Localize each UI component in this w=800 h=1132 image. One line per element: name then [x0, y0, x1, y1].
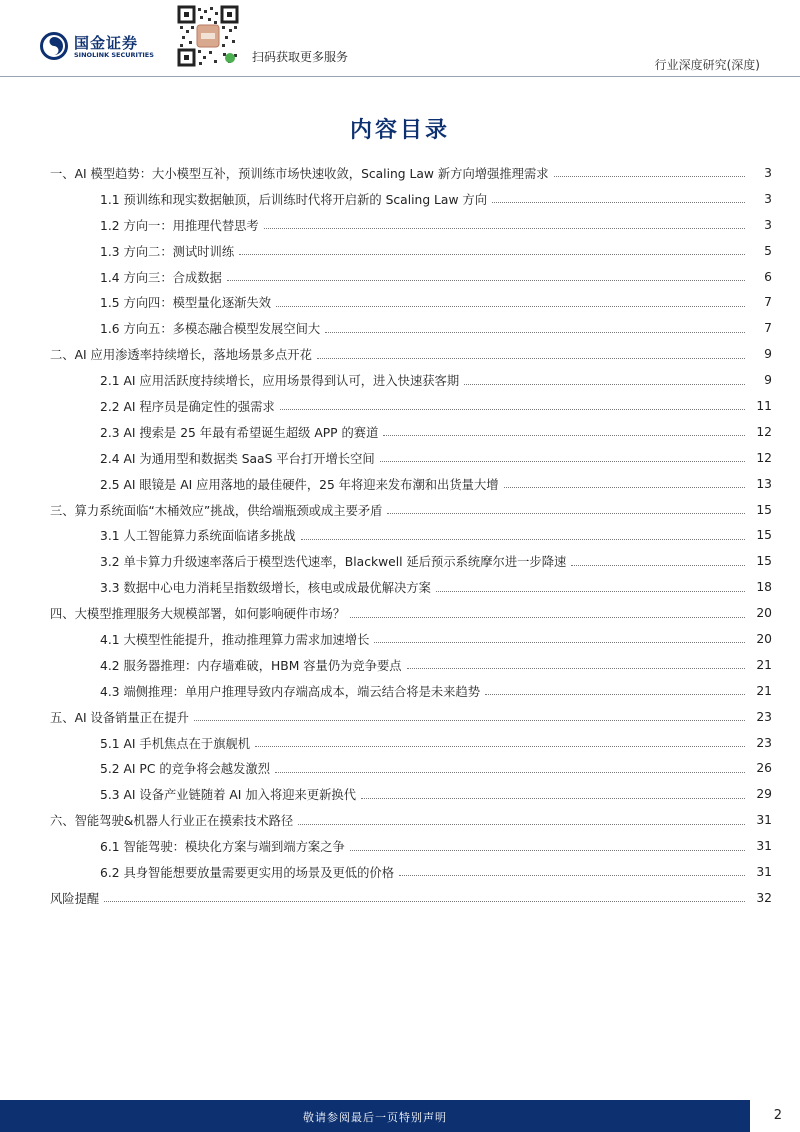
toc-entry[interactable]: [62, 781, 772, 807]
toc-entry-title: 5.3 AI 设备产业链随着 AI 加入将迎来更新换代: [100, 788, 357, 803]
table-of-contents: [50, 160, 772, 911]
toc-entry-title: 3.1 人工智能算力系统面临诸多挑战: [100, 529, 296, 544]
toc-entry-page: 26: [756, 761, 772, 776]
toc-entry-title: 1.5 方向四：模型量化逐渐失效: [100, 296, 272, 311]
toc-entry-title: 5.2 AI PC 的竞争将会越发激烈: [100, 762, 270, 777]
toc-entry-page: 3: [764, 217, 772, 232]
toc-entry-page: 31: [756, 839, 772, 854]
toc-entry-page: 20: [756, 631, 772, 646]
toc-entry-title: 5.1 AI 手机焦点在于旗舰机: [100, 736, 251, 751]
toc-dot-leader: [104, 901, 745, 902]
toc-entry-title: 6.2 具身智能想要放量需要更实用的场景及更低的价格: [100, 865, 394, 880]
toc-dot-leader: [280, 409, 745, 410]
toc-entry-page: 7: [764, 321, 772, 336]
toc-dot-leader: [383, 435, 745, 436]
toc-entry[interactable]: [62, 393, 772, 419]
qr-code-icon[interactable]: [176, 4, 240, 68]
sinolink-logo: [36, 30, 166, 66]
toc-entry-title: 2.4 AI 为通用型和数据类 SaaS 平台打开增长空间: [100, 451, 375, 466]
toc-dot-leader: [275, 772, 745, 773]
toc-dot-leader: [301, 539, 745, 540]
toc-entry[interactable]: [50, 497, 772, 523]
toc-entry-page: 15: [756, 554, 772, 569]
toc-entry[interactable]: [50, 600, 772, 626]
sinolink-logo-icon: [40, 32, 68, 60]
toc-entry-title: 4.2 服务器推理：内存墙难破，HBM 容量仍为竞争要点: [100, 658, 402, 673]
toc-entry[interactable]: [62, 445, 772, 471]
toc-entry-title: 1.2 方向一：用推理代替思考: [100, 218, 259, 233]
toc-entry-page: 18: [756, 580, 772, 595]
toc-entry[interactable]: [62, 755, 772, 781]
toc-entry-page: 9: [764, 373, 772, 388]
toc-entry-title: 2.5 AI 眼镜是 AI 应用落地的最佳硬件，25 年将迎来发布潮和出货量大增: [100, 477, 499, 492]
toc-dot-leader: [504, 487, 745, 488]
toc-dot-leader: [264, 228, 745, 229]
toc-dot-leader: [387, 513, 745, 514]
toc-entry[interactable]: [62, 652, 772, 678]
toc-dot-leader: [492, 202, 745, 203]
toc-entry-title: 四、大模型推理服务大规模部署，如何影响硬件市场？: [50, 607, 346, 622]
toc-entry-page: 20: [756, 606, 772, 621]
disclaimer-notice: 敬请参阅最后一页特别声明: [303, 1111, 447, 1124]
toc-entry-title: 风险提醒: [50, 891, 100, 906]
toc-entry[interactable]: [62, 212, 772, 238]
toc-entry[interactable]: [62, 264, 772, 290]
toc-entry[interactable]: [62, 522, 772, 548]
toc-entry-title: 1.4 方向三：合成数据: [100, 270, 222, 285]
toc-entry[interactable]: [62, 859, 772, 885]
toc-dot-leader: [255, 746, 745, 747]
toc-entry-page: 11: [756, 398, 772, 413]
toc-entry-title: 二、AI 应用渗透率持续增长，落地场景多点开花: [50, 348, 312, 363]
toc-dot-leader: [485, 694, 745, 695]
toc-entry-page: 23: [756, 709, 772, 724]
toc-dot-leader: [554, 176, 745, 177]
toc-entry[interactable]: [50, 160, 772, 186]
toc-entry-page: 3: [764, 191, 772, 206]
toc-entry[interactable]: [62, 626, 772, 652]
toc-dot-leader: [407, 668, 745, 669]
toc-dot-leader: [194, 720, 745, 721]
toc-dot-leader: [298, 824, 745, 825]
page-number: 2: [773, 1108, 782, 1123]
toc-entry-page: 9: [764, 347, 772, 362]
toc-entry[interactable]: [62, 730, 772, 756]
toc-dot-leader: [374, 642, 745, 643]
toc-entry-page: 21: [756, 657, 772, 672]
toc-entry-title: 6.1 智能驾驶：模块化方案与端到端方案之争: [100, 840, 345, 855]
footer-bar: [0, 1100, 750, 1132]
toc-entry[interactable]: [62, 678, 772, 704]
toc-entry-page: 15: [756, 502, 772, 517]
toc-entry-page: 15: [756, 528, 772, 543]
toc-entry[interactable]: [50, 885, 772, 911]
toc-entry[interactable]: [50, 807, 772, 833]
toc-entry-page: 12: [756, 450, 772, 465]
toc-entry[interactable]: [62, 289, 772, 315]
toc-entry-title: 4.1 大模型性能提升，推动推理算力需求加速增长: [100, 632, 370, 647]
toc-entry-page: 3: [764, 165, 772, 180]
toc-dot-leader: [399, 875, 745, 876]
toc-entry-page: 29: [756, 787, 772, 802]
toc-dot-leader: [436, 591, 745, 592]
toc-entry[interactable]: [62, 367, 772, 393]
toc-entry-page: 6: [764, 269, 772, 284]
toc-entry-title: 三、算力系统面临“木桶效应”挑战，供给端瓶颈或成主要矛盾: [50, 503, 383, 518]
toc-entry-title: 2.1 AI 应用活跃度持续增长，应用场景得到认可，进入快速获客期: [100, 374, 460, 389]
toc-entry-page: 13: [756, 476, 772, 491]
toc-dot-leader: [361, 798, 745, 799]
toc-dot-leader: [317, 358, 745, 359]
toc-dot-leader: [325, 332, 745, 333]
toc-entry-page: 32: [756, 890, 772, 905]
toc-entry[interactable]: [62, 186, 772, 212]
toc-entry-page: 12: [756, 424, 772, 439]
logo-english-name: SINOLINK SECURITIES: [74, 51, 154, 59]
toc-dot-leader: [227, 280, 745, 281]
toc-entry[interactable]: [62, 548, 772, 574]
page-title: 内容目录: [349, 118, 450, 143]
logo-chinese-name: 国金证券: [74, 34, 139, 52]
toc-entry-page: 7: [764, 295, 772, 310]
toc-entry[interactable]: [62, 315, 772, 341]
header-divider: [0, 76, 800, 77]
toc-entry-title: 五、AI 设备销量正在提升: [50, 710, 189, 725]
report-type-label: 行业深度研究(深度): [654, 58, 760, 72]
toc-dot-leader: [571, 565, 745, 566]
toc-dot-leader: [239, 254, 745, 255]
toc-entry-title: 2.2 AI 程序员是确定性的强需求: [100, 399, 275, 414]
toc-entry[interactable]: [50, 341, 772, 367]
toc-entry-title: 1.1 预训练和现实数据触顶，后训练时代将开启新的 Scaling Law 方向: [100, 192, 487, 207]
page-footer: [0, 1100, 800, 1132]
toc-entry-title: 1.3 方向二：测试时训练: [100, 244, 235, 259]
toc-entry-title: 六、智能驾驶&机器人行业正在摸索技术路径: [50, 814, 294, 829]
scan-for-services-text: 扫码获取更多服务: [252, 50, 349, 64]
toc-entry-title: 2.3 AI 搜索是 25 年最有希望诞生超级 APP 的赛道: [100, 425, 379, 440]
toc-entry[interactable]: [62, 833, 772, 859]
toc-dot-leader: [350, 850, 745, 851]
toc-entry-page: 31: [756, 864, 772, 879]
toc-dot-leader: [350, 617, 745, 618]
toc-entry-title: 一、AI 模型趋势：大小模型互补，预训练市场快速收敛，Scaling Law 新方向增强推理需求: [50, 166, 549, 181]
toc-dot-leader: [276, 306, 745, 307]
toc-entry-page: 5: [764, 243, 772, 258]
toc-entry-title: 3.2 单卡算力升级速率落后于模型迭代速率，Blackwell 延后预示系统摩尔进一步降速: [100, 555, 567, 570]
toc-entry-title: 3.3 数据中心电力消耗呈指数级增长，核电或成最优解决方案: [100, 581, 431, 596]
toc-entry-page: 31: [756, 813, 772, 828]
toc-entry[interactable]: [62, 419, 772, 445]
toc-entry-title: 4.3 端侧推理：单用户推理导致内存端高成本，端云结合将是未来趋势: [100, 684, 481, 699]
toc-entry-page: 23: [756, 735, 772, 750]
toc-entry-page: 21: [756, 683, 772, 698]
toc-dot-leader: [380, 461, 745, 462]
toc-entry[interactable]: [62, 574, 772, 600]
page-header: [0, 0, 800, 80]
toc-entry[interactable]: [50, 704, 772, 730]
toc-dot-leader: [464, 384, 745, 385]
toc-entry-title: 1.6 方向五：多模态融合模型发展空间大: [100, 322, 321, 337]
toc-entry[interactable]: [62, 238, 772, 264]
toc-entry[interactable]: [62, 471, 772, 497]
